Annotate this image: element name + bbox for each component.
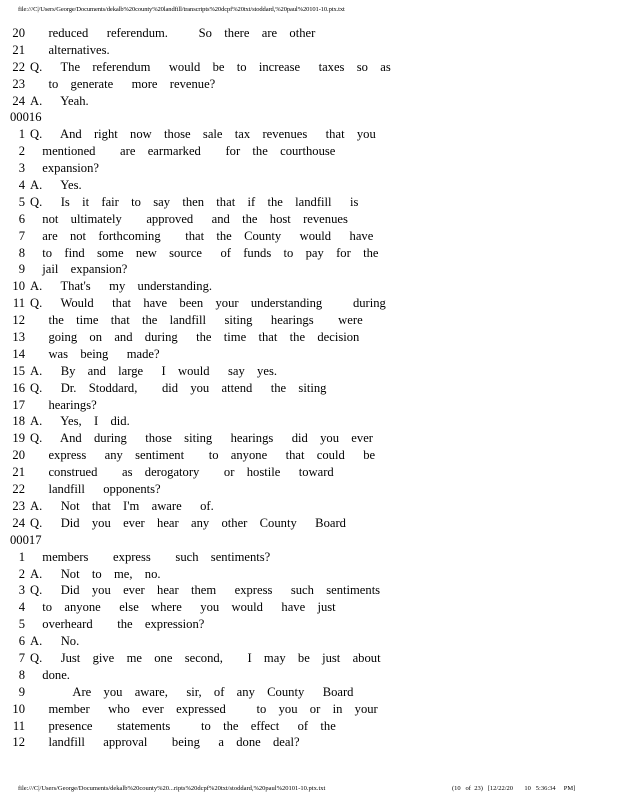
line-number: 3	[18, 161, 25, 176]
line-number: 20	[12, 448, 25, 463]
transcript-line	[0, 430, 618, 447]
transcript-line	[0, 228, 618, 245]
transcript-line	[0, 667, 618, 684]
line-text: A. Yes.	[30, 178, 82, 193]
transcript-line	[0, 701, 618, 718]
line-number: 23	[12, 498, 25, 513]
line-text: Are you aware, sir, of any County Board	[30, 684, 354, 699]
line-number: 24	[12, 93, 25, 108]
line-number: 1	[18, 127, 25, 142]
line-text: express any sentiment to anyone that could be	[30, 448, 376, 463]
line-text: going on and during the time that the decision	[30, 330, 360, 345]
line-text: A. That's my understanding.	[30, 279, 213, 294]
transcript-body	[0, 25, 618, 751]
line-text: hearings?	[30, 397, 97, 412]
line-number: 7	[18, 650, 25, 665]
line-number: 2	[18, 144, 25, 159]
line-number: 6	[18, 634, 25, 649]
line-text: Q. Is it fair to say then that if the landfill is	[30, 194, 359, 209]
line-number: 9	[18, 262, 25, 277]
line-text: A. By and large I would say yes.	[30, 363, 277, 378]
transcript-line	[0, 734, 618, 751]
line-text: not ultimately approved and the host revenues	[30, 211, 348, 226]
transcript-line	[0, 549, 618, 566]
file-path-header: file:///C|/Users/George/Documents/dekalb%20county%20landfill/transcripts%20dcpf%20txt/stoddard,%20paul%20101-10.ptx.txt	[18, 6, 345, 13]
transcript-line	[0, 211, 618, 228]
line-text: to anyone else where you would have just	[30, 600, 336, 615]
line-number: 2	[18, 566, 25, 581]
line-text: mentioned are earmarked for the courthouse	[30, 144, 336, 159]
transcript-line	[0, 397, 618, 414]
line-number: 9	[18, 684, 25, 699]
line-text: members express such sentiments?	[30, 549, 271, 564]
transcript-line	[0, 346, 618, 363]
line-number: 8	[18, 245, 25, 260]
line-number: 20	[12, 26, 25, 40]
transcript-line	[0, 261, 618, 278]
line-number: 22	[12, 482, 25, 497]
transcript-line	[0, 481, 618, 498]
line-text: Q. And right now those sale tax revenues that you	[30, 127, 376, 142]
line-number: 15	[12, 363, 25, 378]
line-text: alternatives.	[30, 42, 110, 57]
line-text: Q. The referendum would be to increase taxes so as	[30, 59, 391, 74]
transcript-line	[0, 25, 618, 42]
transcript-line	[0, 363, 618, 380]
line-number: 18	[12, 414, 25, 429]
line-number: 4	[18, 178, 25, 193]
line-text: presence statements to the effect of the	[30, 718, 336, 733]
transcript-line	[0, 245, 618, 262]
line-number: 11	[12, 718, 25, 733]
transcript-line	[0, 380, 618, 397]
transcript-line	[0, 278, 618, 295]
line-number: 22	[12, 59, 25, 74]
line-number: 7	[18, 228, 25, 243]
transcript-line	[0, 413, 618, 430]
line-text: are not forthcoming that the County would have	[30, 228, 374, 243]
transcript-line	[0, 464, 618, 481]
line-text: Q. Would that have been your understanding during	[30, 296, 386, 311]
line-text: Q. Did you ever hear any other County Board	[30, 515, 346, 530]
transcript-line	[0, 194, 618, 211]
line-number: 19	[12, 431, 25, 446]
page-number-marker	[0, 109, 618, 126]
file-path-footer: file:///C|/Users/George/Documents/dekalb%20county%20...ripts%20dcpf%20txt/stoddard,%20paul%20101-10.ptx.txt	[18, 785, 326, 792]
transcript-line	[0, 718, 618, 735]
transcript-line	[0, 447, 618, 464]
line-text: A. Yeah.	[30, 93, 89, 108]
line-number: 10	[12, 279, 25, 294]
line-number: 3	[18, 583, 25, 598]
line-number: 1	[18, 549, 25, 564]
line-text: 00017	[10, 532, 42, 547]
line-number: 16	[12, 380, 25, 395]
line-text: expansion?	[30, 161, 99, 176]
line-number: 5	[18, 194, 25, 209]
line-number: 21	[12, 465, 25, 480]
line-text: Q. Dr. Stoddard, did you attend the siting	[30, 380, 327, 395]
transcript-line	[0, 498, 618, 515]
line-text: overheard the expression?	[30, 617, 205, 632]
line-text: to generate more revenue?	[30, 76, 216, 91]
line-number: 10	[12, 701, 25, 716]
line-text: to find some new source of funds to pay for the	[30, 245, 379, 260]
transcript-line	[0, 295, 618, 312]
line-text: 00016	[10, 110, 42, 125]
transcript-line	[0, 76, 618, 93]
line-text: reduced referendum. So there are other	[30, 26, 316, 40]
transcript-line	[0, 329, 618, 346]
transcript-line	[0, 312, 618, 329]
line-text: member who ever expressed to you or in your	[30, 701, 378, 716]
line-number: 21	[12, 42, 25, 57]
transcript-line	[0, 616, 618, 633]
transcript-line	[0, 515, 618, 532]
transcript-line	[0, 650, 618, 667]
line-text: was being made?	[30, 346, 160, 361]
transcript-line	[0, 42, 618, 59]
line-text: A. No.	[30, 634, 80, 649]
line-text: landfill opponents?	[30, 482, 161, 497]
line-number: 11	[12, 296, 25, 311]
transcript-line	[0, 633, 618, 650]
line-text: A. Not that I'm aware of.	[30, 498, 214, 513]
line-number: 14	[12, 346, 25, 361]
line-number: 13	[12, 330, 25, 345]
transcript-line	[0, 59, 618, 76]
transcript-line	[0, 566, 618, 583]
transcript-line	[0, 126, 618, 143]
line-number: 6	[18, 211, 25, 226]
line-number: 23	[12, 76, 25, 91]
line-number: 12	[12, 313, 25, 328]
line-text: done.	[30, 667, 70, 682]
transcript-line	[0, 93, 618, 110]
line-text: Q. And during those siting hearings did you ever	[30, 431, 373, 446]
line-number: 24	[12, 515, 25, 530]
transcript-line	[0, 684, 618, 701]
line-number: 17	[12, 397, 25, 412]
page-count: (10 of 23)	[452, 785, 483, 792]
line-number: 12	[12, 735, 25, 750]
line-number: 5	[18, 617, 25, 632]
transcript-line	[0, 582, 618, 599]
print-datetime: [12/22/20 10 5:36:34 PM]	[487, 785, 576, 792]
footer-page-datetime	[452, 785, 575, 792]
line-text: A. Not to me, no.	[30, 566, 161, 581]
line-text: Q. Did you ever hear them express such sentiments	[30, 583, 381, 598]
line-text: the time that the landfill siting hearings were	[30, 313, 363, 328]
page-number-marker	[0, 532, 618, 549]
line-text: jail expansion?	[30, 262, 128, 277]
transcript-line	[0, 143, 618, 160]
line-text: Q. Just give me one second, I may be just about	[30, 650, 381, 665]
line-number: 8	[18, 667, 25, 682]
line-number: 4	[18, 600, 25, 615]
transcript-line	[0, 599, 618, 616]
transcript-line	[0, 160, 618, 177]
line-text: landfill approval being a done deal?	[30, 735, 300, 750]
line-text: construed as derogatory or hostile toward	[30, 465, 334, 480]
line-text: A. Yes, I did.	[30, 414, 130, 429]
transcript-line	[0, 177, 618, 194]
